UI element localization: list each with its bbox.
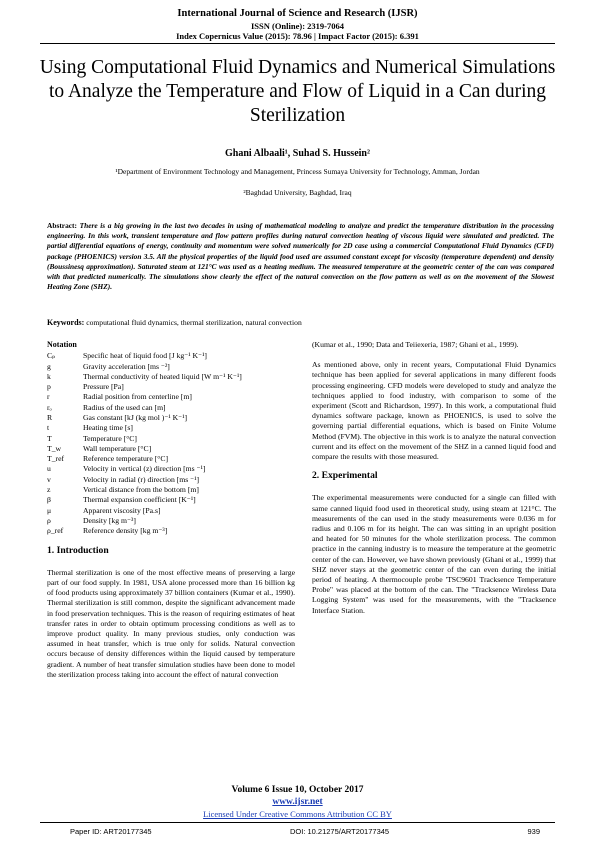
notation-symbol: p <box>47 382 51 392</box>
notation-row <box>47 351 295 361</box>
notation-symbol: ρ <box>47 515 51 525</box>
introduction-paragraph-2: As mentioned above, only in recent years, Computational Fluid Dynamics technique has been applied for several applications in many different foods processing engineering. CFD models were developed to study and analyze the techniques applied to food industry, with comparison to some of the experiment (Scott and Richardson, 1997). In this work, a computational fluid dynamics software package, known as PHOENICS, is used to solve the governing partial differential equations, which is based on Finite Volume Method (FVM). The objective in this work is to analyze the natural convection current and its effect on the movement of the SHZ in a canned liquid food and compare the results with those measured. <box>312 360 556 462</box>
notation-description: Wall temperature [°C] <box>83 443 152 453</box>
notation-description: Density [kg m⁻³] <box>83 515 136 525</box>
notation-symbol: T <box>47 433 52 443</box>
footer-license-link[interactable]: Licensed Under Creative Commons Attribution CC BY <box>203 809 392 819</box>
notation-row <box>47 372 295 382</box>
notation-row <box>47 464 295 474</box>
notation-symbol: u <box>47 464 51 474</box>
notation-description: Velocity in vertical (z) direction [ms ⁻¹] <box>83 464 206 474</box>
notation-list <box>47 351 295 536</box>
affiliation-1: ¹Department of Environment Technology and Management, Princess Sumaya University for Technology, Amman, Jordan <box>115 167 480 176</box>
header-rule <box>40 43 555 44</box>
notation-row <box>47 382 295 392</box>
notation-description: Apparent viscosity [Pa.s] <box>83 505 161 515</box>
notation-row <box>47 403 295 413</box>
keywords-label: Keywords: <box>47 318 85 327</box>
notation-description: Thermal conductivity of heated liquid [W m⁻¹ K⁻¹] <box>83 371 242 381</box>
notation-description: Reference temperature [°C] <box>83 454 169 464</box>
notation-description: Specific heat of liquid food [J kg⁻¹ K⁻¹] <box>83 351 207 361</box>
notation-symbol: Cₚ <box>47 351 56 361</box>
footer-bottom-row <box>70 827 540 836</box>
notation-row <box>47 423 295 433</box>
notation-row <box>47 392 295 402</box>
notation-description: Velocity in radial (r) direction [ms ⁻¹] <box>83 474 200 484</box>
footer-website-link[interactable]: www.ijsr.net <box>272 797 323 807</box>
notation-row <box>47 516 295 526</box>
notation-symbol: r <box>47 392 50 402</box>
notation-row <box>47 444 295 454</box>
notation-row <box>47 526 295 536</box>
notation-symbol: z <box>47 485 51 495</box>
paper-title: Using Computational Fluid Dynamics and Numerical Simulations to Analyze the Temperature and Flow of Liquid in a Can during Sterilization <box>39 57 556 126</box>
notation-symbol: k <box>47 371 51 381</box>
notation-description: Temperature [°C] <box>83 433 137 443</box>
journal-title: International Journal of Science and Research (IJSR) <box>177 8 418 19</box>
notation-row <box>47 454 295 464</box>
notation-description: Reference density [kg m⁻³] <box>83 526 168 536</box>
introduction-continuation: (Kumar et al., 1990; Data and Teiiexeria, 1987; Ghani et al., 1999). <box>312 340 519 349</box>
right-column <box>312 340 556 616</box>
notation-symbol: t <box>47 423 50 433</box>
footer-rule <box>40 822 555 823</box>
left-column <box>47 340 295 680</box>
introduction-heading: 1. Introduction <box>47 544 109 556</box>
notation-row <box>47 434 295 444</box>
introduction-paragraph-1: Thermal sterilization is one of the most effective means of preserving a large part of our food supply. In 1981, USA alone processed more than 16 billion kg of food products using approximately 37 billion containers (Kumar et al., 1990). Thermal sterilization is still common, despite the significant advancement made in food preservation techniques. This is the reason of requiring estimates of heat transfer rates in order to obtain optimum processing conditions as well as to improve product quality. In many previous studies, only conduction was assumed in heat transfer, which is true only for solids. Natural convection occurs because of density differences within the liquid caused by temperature gradient. A number of heat transfer simulation studies have been done to model the sterilization process taking into account the effect of natural convection <box>47 567 295 679</box>
journal-issn: ISSN (Online): 2319-7064 <box>250 21 345 31</box>
notation-row <box>47 506 295 516</box>
notation-heading: Notation <box>47 340 77 349</box>
abstract-text: There is a big growing in the last two decades in using of mathematical modeling to analyze and predict the temperature distribution in the processing engineering. In this work, transient temperature and flow pattern profiles during natural convection heating of viscous liquid were simulated and predicted. The partial differential equations of energy, continuity and momentum were solved numerically for 2D case using a commercial Computational Fluid Dynamics (CFD) package (PHOENICS) version 3.5. All the physical properties of the liquid food used are assumed constant except for viscosity (temperature dependent) and density (Boussinesq approximation). Saturated steam at 121°C was used as a heating medium. The measured temperature at the geometric center of the can was compared with that predicted numerically. The simulations show clearly the effect of the natural convection on the flow pattern as well as on the movement of the Slowest Heating Zone (SHZ). <box>47 221 554 292</box>
abstract-label: Abstract: <box>47 221 77 230</box>
notation-row <box>47 362 295 372</box>
notation-symbol: g <box>47 361 51 371</box>
notation-symbol: μ <box>47 505 52 515</box>
notation-symbol: rₒ <box>47 402 52 412</box>
notation-row <box>47 495 295 505</box>
notation-symbol: β <box>47 495 51 505</box>
notation-symbol: v <box>47 474 51 484</box>
experimental-paragraph-1: The experimental measurements were conducted for a single can filled with same canned liquid food used in theoretical study, using steam at 121°C. The measurements of the can used in the study measurements were 0.036 m for radius and 0.106 m for its height. The can was sitting in an upright position and heated for 50 minutes for the whole sterilization process. The common practice in the canning industry is to measure the temperature at the geometric center of the can. However, we have shown previously (Ghani et al., 1999) that SHZ never stays at the geometric center of the can even during the initial period of heating. A thermocouple probe 'TSC9601 Tracksence Temperature Probe" was placed at the bottom of the can. The "Tracksence Wireless Data Logging System" was used for the measurements, with the "Tracksence Interface Station. <box>312 493 556 615</box>
affiliation-2: ²Baghdad University, Baghdad, Iraq <box>243 188 352 197</box>
abstract <box>47 221 554 292</box>
notation-symbol: T_ref <box>47 454 65 464</box>
keywords-text: computational fluid dynamics, thermal sterilization, natural convection <box>86 318 302 327</box>
footer-paper-id: Paper ID: ART20177345 <box>70 827 152 836</box>
notation-description: Pressure [Pa] <box>83 382 124 392</box>
notation-symbol: R <box>47 412 53 422</box>
notation-row <box>47 485 295 495</box>
notation-description: Gravity acceleration [ms ⁻²] <box>83 361 170 371</box>
experimental-heading: 2. Experimental <box>312 470 378 482</box>
notation-row <box>47 413 295 423</box>
footer-doi: DOI: 10.21275/ART20177345 <box>289 827 390 836</box>
notation-symbol: ρ_ref <box>47 526 64 536</box>
keywords <box>47 318 554 327</box>
notation-description: Radial position from centerline [m] <box>83 392 192 402</box>
notation-description: Vertical distance from the bottom [m] <box>83 485 199 495</box>
journal-index: Index Copernicus Value (2015): 78.96 | Impact Factor (2015): 6.391 <box>176 31 419 41</box>
footer-page-number: 939 <box>527 827 540 836</box>
footer-volume: Volume 6 Issue 10, October 2017 <box>231 785 364 795</box>
paper-authors: Ghani Albaali¹, Suhad S. Hussein² <box>225 148 370 159</box>
notation-description: Gas constant [kJ (kg mol )⁻¹ K⁻¹] <box>83 412 188 422</box>
notation-description: Thermal expansion coefficient [K⁻¹] <box>83 495 196 505</box>
notation-symbol: T_w <box>47 443 62 453</box>
notation-description: Heating time [s] <box>83 423 133 433</box>
notation-description: Radius of the used can [m] <box>83 402 166 412</box>
notation-row <box>47 475 295 485</box>
